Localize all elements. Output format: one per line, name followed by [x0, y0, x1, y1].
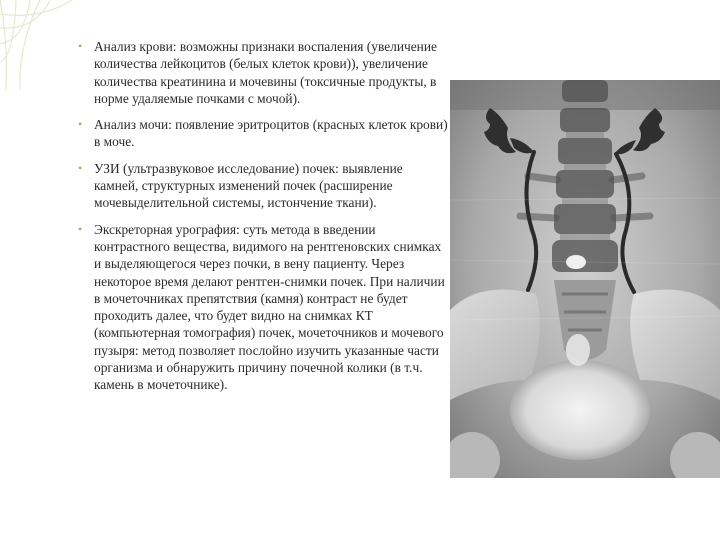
slide-body — [78, 38, 450, 403]
urography-xray-image — [450, 80, 720, 478]
bullet-blood-test: • Анализ крови: возможны признаки воспаления (увеличение количества лейкоцитов (белых клеток крови)), увеличение количества креатинина и мочевины (токсичные продукты, в норме удаляемые почками с мочой). — [78, 38, 450, 107]
bullet-ultrasound: • УЗИ (ультразвуковое исследование) почек: выявление камней, структурных изменений почек (расширение мочевыделительной системы, истончение ткани). — [78, 160, 450, 212]
bullet-urine-test: • Анализ мочи: появление эритроцитов (красных клеток крови) в моче. — [78, 116, 450, 151]
corner-ornament — [0, 0, 90, 90]
bullet-urography: • Экскреторная урография: суть метода в введении контрастного вещества, видимого на рентгеновских снимках и выделяющегося через почки, в вену пациенту. Через некоторое время делают рентген-снимки почек. При наличии в мочеточниках препятствия (камня) контраст не будет проходить далее, что будет видно на снимках КТ (компьютерная томография) почек, мочеточников и мочевого пузыря: метод позволяет послойно изучить указанные части организма и обнаружить причину почечной колики (в т.ч. камень в мочеточнике). — [78, 221, 450, 394]
